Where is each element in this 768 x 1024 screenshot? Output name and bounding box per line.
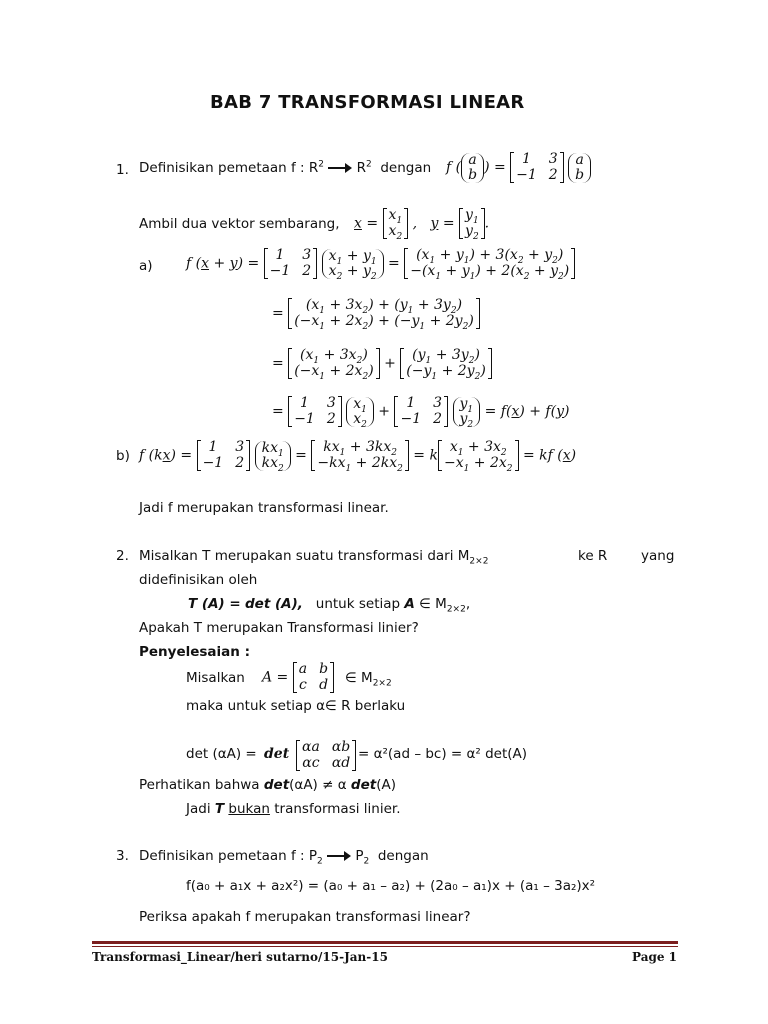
problem-2-number: 2.	[116, 548, 129, 564]
part-a-step-2: = $(x_1 + 3x_2) + (y_1 + 3y_2)$ $(-x_1 + 2x_2) + (-y_1 + 2y_2)$	[272, 298, 480, 329]
problem-2-line-1: Misalkan T merupakan suatu transformasi dari $M_{2\times 2}$	[139, 548, 489, 567]
problem-2-to-R: ke R	[578, 548, 608, 564]
solution-heading: Penyelesaian :	[139, 644, 250, 660]
matrix-A-membership: ∈ $M_{2\times 2}$	[345, 670, 392, 689]
let-A-label: Misalkan	[186, 670, 245, 686]
part-a-step-1: f (x + y) = 1 3 −1 2 $x_1 + y_1$ $x_2 + y_2$ = $(x_1 + y_1) + 3(x_2 + y_2)$ $-(x_1 + y_1) + 2(x_2 + y_2)$	[186, 248, 575, 279]
det-alpha-A-lhs: det (αA) =	[186, 746, 257, 762]
matrix-A-definition: A = a b c d	[262, 662, 334, 693]
problem-2-question: Apakah T merupakan Transformasi linier?	[139, 620, 419, 636]
problem-1-take-vectors: Ambil dua vektor sembarang,	[139, 216, 340, 232]
footer-rule-thick	[92, 941, 678, 944]
page-title: BAB 7 TRANSFORMASI LINEAR	[210, 92, 525, 113]
problem-2-which: yang	[641, 548, 675, 564]
page-number: Page 1	[632, 950, 678, 964]
note-line: Perhatikan bahwa det(αA) ≠ α det(A)	[139, 777, 396, 793]
problem-2-conclusion: Jadi T bukan transformasi linier.	[186, 801, 401, 817]
problem-2-line-2: didefinisikan oleh	[139, 572, 258, 588]
det-alpha-A-rhs: = α²(ad – bc) = α² det(A)	[358, 746, 528, 762]
part-b-equation: f (kx) = 1 3 −1 2 $kx_1$ $kx_2$ = $kx_1 + 3kx_2$ $-kx_1 + 2kx_2$ = k $x_1 + 3x_2$ $-x_1 + 2x_2$ = kf (x)	[139, 439, 577, 474]
part-a-label: a)	[139, 258, 153, 274]
footer-rule-thin	[92, 946, 678, 947]
footer-left: Transformasi_Linear/heri sutarno/15-Jan-15	[92, 950, 388, 964]
det-word: det	[264, 746, 290, 762]
right-arrow-icon	[328, 163, 352, 173]
problem-1-number: 1.	[116, 162, 129, 178]
part-b-label: b)	[116, 448, 130, 464]
problem-2-definition: T (A) = det (A), untuk setiap A ∈ $M_{2\times 2}$,	[188, 596, 471, 615]
part-a-step-4: = 1 3 −1 2 $x_1$ $x_2$ + 1 3 −1 2 $y_1$ $y_2$ = f(x) + f(y)	[272, 395, 570, 430]
right-arrow-icon	[327, 851, 351, 861]
part-a-step-3: = $(x_1 + 3x_2)$ $(-x_1 + 2x_2)$ + $(y_1 + 3y_2)$ $(-y_1 + 2y_2)$	[272, 348, 492, 379]
problem-1-definition: f ( a b ) = 1 3 −1 2 a b	[446, 152, 591, 183]
problem-1-intro: Definisikan pemetaan f : $R^2$ $R^2$ dengan	[139, 159, 432, 176]
problem-3-number: 3.	[116, 848, 129, 864]
problem-3-intro: Definisikan pemetaan f : $P_2$ $P_2$ dengan	[139, 848, 429, 867]
problem-3-question: Periksa apakah f merupakan transformasi linear?	[139, 909, 471, 925]
problem-1-conclusion: Jadi f merupakan transformasi linear.	[139, 500, 389, 516]
alpha-matrix: αa αb αc αd	[296, 740, 356, 771]
vector-definitions: x = $x_1$ $x_2$ , y = $y_1$ $y_2$ .	[354, 207, 490, 242]
for-every-alpha: maka untuk setiap α∈ R berlaku	[186, 698, 406, 714]
problem-3-formula: f(a₀ + a₁x + a₂x²) = (a₀ + a₁ – a₂) + (2a₀ – a₁)x + (a₁ – 3a₂)x²	[186, 878, 596, 894]
